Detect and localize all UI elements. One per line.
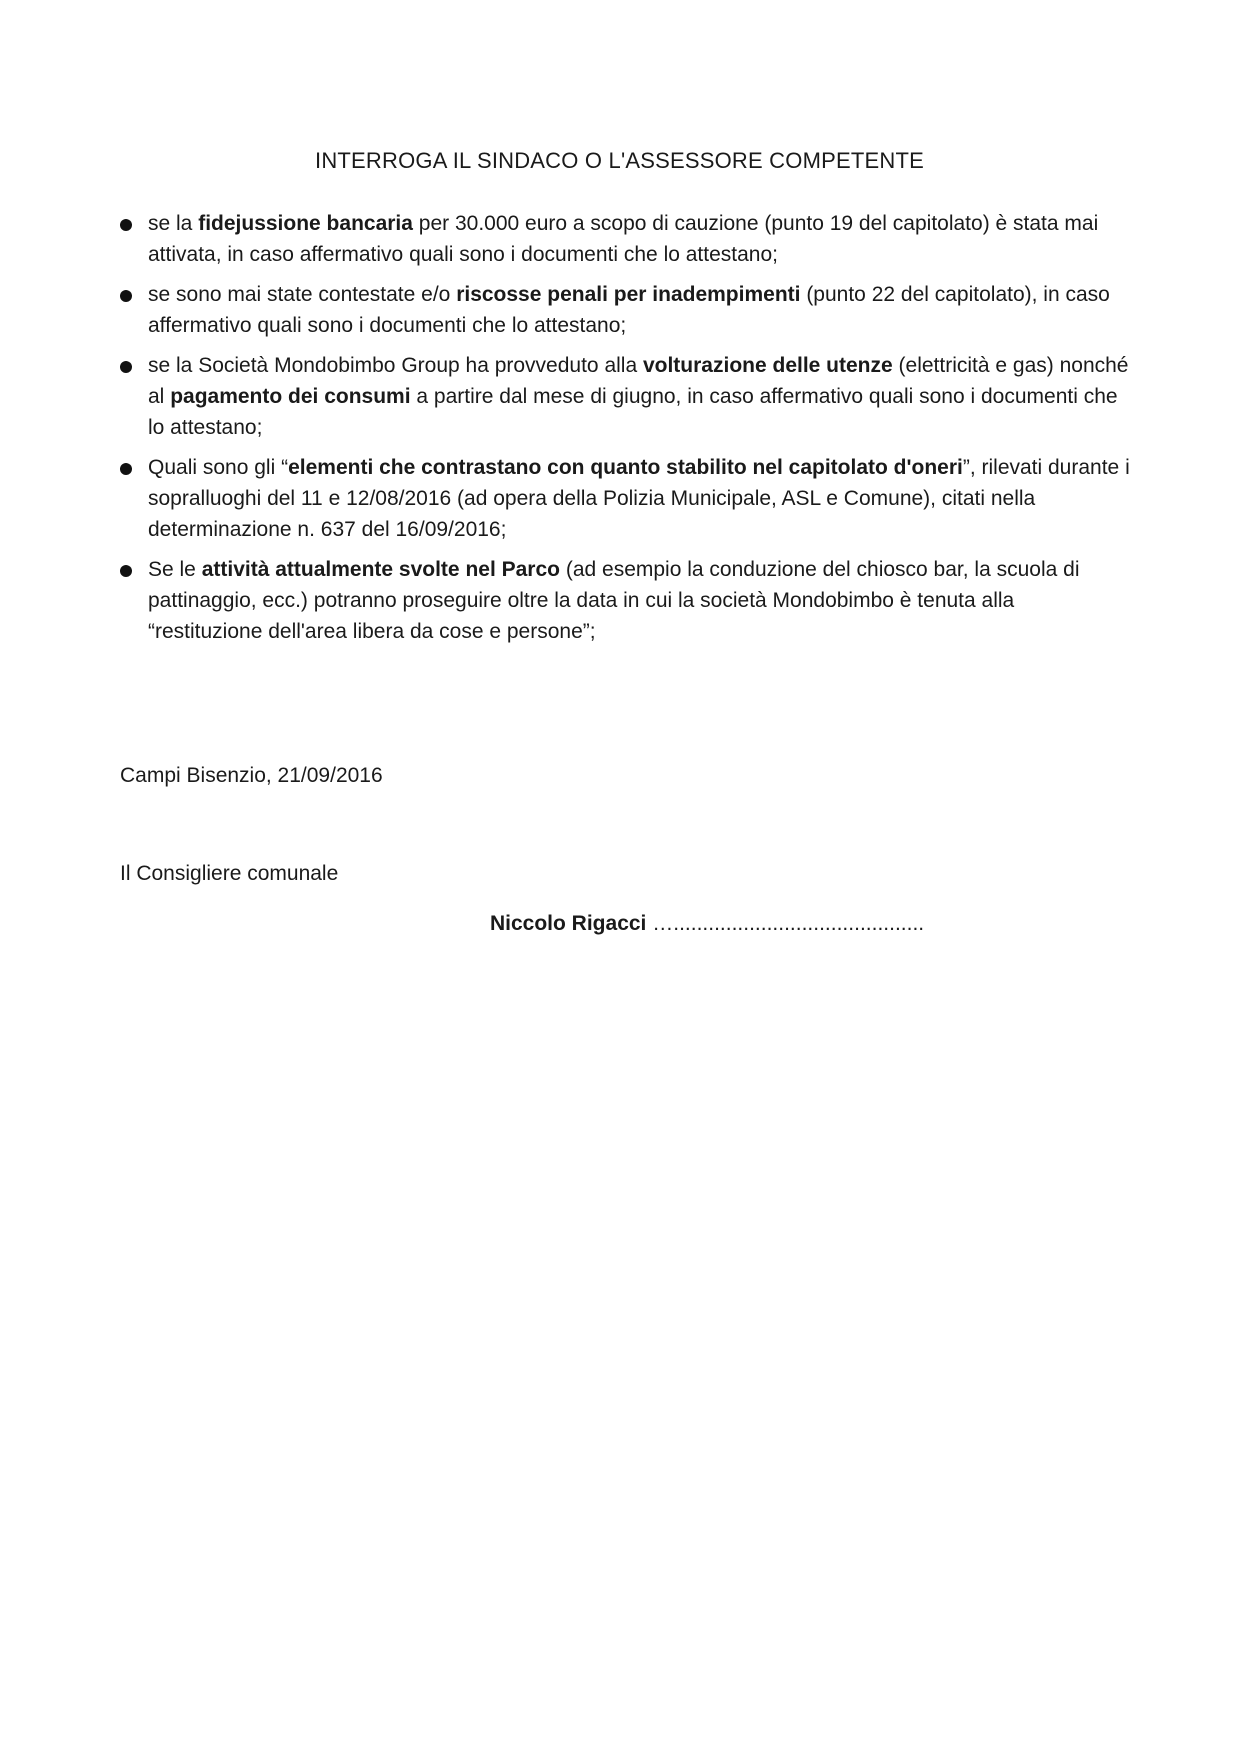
bullet-text <box>148 354 1128 439</box>
list-item <box>120 350 1130 443</box>
list-item <box>120 279 1130 341</box>
text-run: (elettricità e gas) nonché al <box>148 354 1129 408</box>
text-run: (ad esempio la conduzione del chiosco bar, la scuola di pattinaggio, ecc.) potranno proseguire oltre la data in cui la società Mondobimbo è tenuta alla “restituzione dell'area libera da cose e persone”; <box>148 558 1080 643</box>
bold-text: attività attualmente svolte nel Parco <box>201 558 560 581</box>
bold-text: fidejussione bancaria <box>198 212 413 235</box>
bullet-dot-icon <box>120 219 132 231</box>
text-run: a partire dal mese di giugno, in caso affermativo quali sono i documenti che lo attestano; <box>148 385 1118 439</box>
bullet-dot-icon <box>120 463 132 475</box>
place-date: Campi Bisenzio, 21/09/2016 <box>120 764 383 787</box>
text-run: ”, rilevati durante i sopralluoghi del 11 e 12/08/2016 (ad opera della Polizia Municipale, ASL e Comune), citati nella determinazione n. 637 del 16/09/2016; <box>148 456 1130 541</box>
text-run: se sono mai state contestate e/o <box>148 283 457 306</box>
bold-text: pagamento dei consumi <box>170 385 411 408</box>
question-list <box>120 208 1130 656</box>
bold-text: volturazione delle utenze <box>642 354 893 377</box>
list-item <box>120 554 1130 647</box>
bullet-text <box>148 558 1079 643</box>
bullet-dot-icon <box>120 565 132 577</box>
text-run: per 30.000 euro a scopo di cauzione (punto 19 del capitolato) è stata mai attivata, in caso affermativo quali sono i documenti che lo attestano; <box>148 212 1099 266</box>
bullet-dot-icon <box>120 290 132 302</box>
text-run: se la <box>148 212 199 235</box>
document-heading: INTERROGA IL SINDACO O L'ASSESSORE COMPETENTE <box>315 148 924 173</box>
text-run: se la Società Mondobimbo Group ha provveduto alla <box>148 354 643 377</box>
bold-text: elementi che contrastano con quanto stabilito nel capitolato d'oneri <box>288 456 963 479</box>
signature-dots: …........................................... <box>652 912 925 935</box>
bold-text: riscosse penali per inadempimenti <box>456 283 801 306</box>
bullet-text <box>148 456 1130 541</box>
text-run: Se le <box>148 558 202 581</box>
bullet-text <box>148 283 1110 337</box>
bullet-text <box>148 212 1098 266</box>
bullet-dot-icon <box>120 361 132 373</box>
signature-line <box>490 912 924 936</box>
text-run: (punto 22 del capitolato), in caso affermativo quali sono i documenti che lo attestano; <box>148 283 1110 337</box>
signer-role: Il Consigliere comunale <box>120 862 339 885</box>
list-item <box>120 452 1130 545</box>
text-run: Quali sono gli “ <box>148 456 289 479</box>
signer-name: Niccolo Rigacci <box>490 912 647 935</box>
list-item <box>120 208 1130 270</box>
